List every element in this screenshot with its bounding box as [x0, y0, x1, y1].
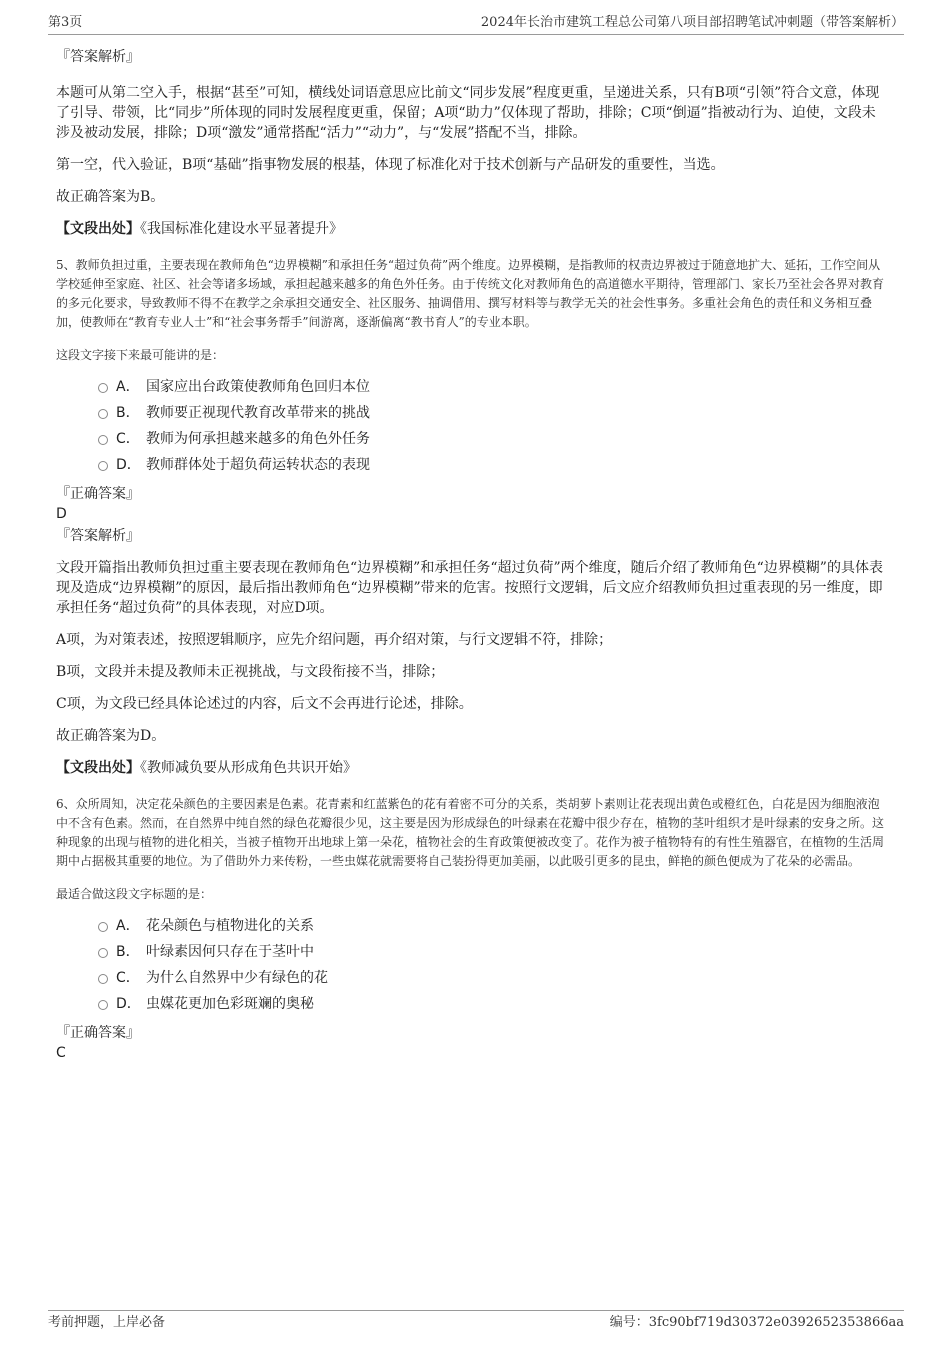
q5-option-a[interactable]	[56, 374, 886, 400]
q6-correct-answer: C	[56, 1045, 66, 1061]
document-id: 编号：3fc90bf719d30372e0392652353866aa	[609, 1315, 904, 1330]
option-letter: C．	[116, 970, 140, 986]
option-text: 为什么自然界中少有绿色的花	[146, 970, 328, 986]
q5-question: 这段文字接下来最可能讲的是：	[56, 348, 225, 362]
q6-question: 最适合做这段文字标题的是：	[56, 887, 213, 901]
q5-option-c[interactable]	[56, 426, 886, 452]
q4-source	[56, 219, 886, 239]
option-letter: B．	[116, 944, 140, 960]
option-letter: D．	[116, 996, 141, 1012]
q4-analysis-heading: 『答案解析』	[56, 49, 140, 65]
option-letter: C．	[116, 431, 140, 447]
option-text: 教师为何承担越来越多的角色外任务	[146, 431, 370, 447]
q5-option-d[interactable]	[56, 452, 886, 478]
radio-button[interactable]	[98, 383, 108, 393]
q5-options	[56, 374, 886, 478]
option-text: 教师要正视现代教育改革带来的挑战	[146, 405, 370, 421]
radio-button[interactable]	[98, 461, 108, 471]
q5-correct-heading: 『正确答案』	[56, 486, 140, 502]
page-content	[56, 44, 886, 1062]
q5-correct-answer: D	[56, 506, 67, 522]
option-letter: A．	[116, 918, 140, 934]
source-title: 《教师减负要从形成角色共识开始》	[140, 760, 357, 776]
source-label: 【文段出处】	[56, 760, 140, 776]
q5-analysis-paragraph: A项，为对策表述，按照逻辑顺序，应先介绍问题，再介绍对策，与行文逻辑不符，排除；	[56, 632, 613, 648]
q5-option-b[interactable]	[56, 400, 886, 426]
q6-stem: 6、众所周知，决定花朵颜色的主要因素是色素。花青素和红蓝紫色的花有着密不可分的关系，类胡萝卜素则让花表现出黄色或橙红色，白花是因为细胞液泡中不含有色素。然而，在自然界中纯自然的绿色花瓣很少见，这主要是因为形成绿色的叶绿素在花瓣中很少存在，植物的茎叶组织才是叶绿素的安身之所。这种现象的出现与植物的进化相关，当被子植物开出地球上第一朵花，植物社会的生育政策便被改变了。花作为被子植物特有的有性生殖器官，在植物的生活周期中占据极其重要的地位。为了借助外力来传粉，一些虫媒花就需要将自己装扮得更加美丽，以此吸引更多的昆虫，鲜艳的颜色便成为了花朵的必需品。	[56, 797, 885, 868]
q5-stem: 5、教师负担过重，主要表现在教师角色“边界模糊”和承担任务“超过负荷”两个维度。边界模糊，是指教师的权责边界被过于随意地扩大、延拓，工作空间从学校延伸至家庭、社区、社会等诸多场域，承担起越来越多的角色外任务。由于传统文化对教师角色的高道德水平期待，管理部门、家长乃至社会各界对教育的多元化要求，导致教师不得不在教学之余承担交通安全、社区服务、抽调借用、撰写材料等与教学无关的社会性事务。多重社会角色的责任和义务相互叠加，使教师在“教育专业人士”和“社会事务帮手”间游离，逐渐偏离“教书育人”的专业本职。	[56, 258, 885, 329]
source-label: 【文段出处】	[56, 221, 140, 237]
radio-button[interactable]	[98, 948, 108, 958]
page-number: 第3页	[48, 15, 83, 30]
option-letter: D．	[116, 457, 141, 473]
q5-analysis-paragraph: C项，为文段已经具体论述过的内容，后文不会再进行论述，排除。	[56, 696, 473, 712]
source-title: 《我国标准化建设水平显著提升》	[140, 221, 343, 237]
q5-analysis-paragraph: 文段开篇指出教师负担过重主要表现在教师角色“边界模糊”和承担任务“超过负荷”两个维度，随后介绍了教师角色“边界模糊”的具体表现及造成“边界模糊”的原因，最后指出教师角色“边界模糊”带来的危害。按照行文逻辑，后文应介绍教师负担过重表现的另一维度，即承担任务“超过负荷”的具体表现，对应D项。	[56, 560, 883, 616]
document-title: 2024年长治市建筑工程总公司第八项目部招聘笔试冲刺题（带答案解析）	[480, 15, 904, 30]
q6-option-a[interactable]	[56, 913, 886, 939]
q5-analysis-paragraph: B项，文段并未提及教师未正视挑战，与文段衔接不当，排除；	[56, 664, 445, 680]
radio-button[interactable]	[98, 922, 108, 932]
radio-button[interactable]	[98, 1000, 108, 1010]
option-text: 国家应出台政策使教师角色回归本位	[146, 379, 370, 395]
footer-slogan: 考前押题，上岸必备	[48, 1315, 166, 1330]
radio-button[interactable]	[98, 409, 108, 419]
option-text: 花朵颜色与植物进化的关系	[146, 918, 314, 934]
q6-option-c[interactable]	[56, 965, 886, 991]
page-footer	[48, 1310, 904, 1330]
q6-correct-heading: 『正确答案』	[56, 1025, 140, 1041]
page-header	[48, 14, 904, 35]
q6-option-d[interactable]	[56, 991, 886, 1017]
q4-analysis-paragraph: 第一空，代入验证，B项“基础”指事物发展的根基，体现了标准化对于技术创新与产品研发的重要性，当选。	[56, 157, 725, 173]
radio-button[interactable]	[98, 974, 108, 984]
option-text: 教师群体处于超负荷运转状态的表现	[146, 457, 370, 473]
option-letter: A．	[116, 379, 140, 395]
radio-button[interactable]	[98, 435, 108, 445]
q5-analysis-heading: 『答案解析』	[56, 528, 140, 544]
option-letter: B．	[116, 405, 140, 421]
option-text: 虫媒花更加色彩斑斓的奥秘	[146, 996, 314, 1012]
option-text: 叶绿素因何只存在于茎叶中	[146, 944, 314, 960]
q5-source	[56, 758, 886, 778]
q5-conclusion: 故正确答案为D。	[56, 728, 166, 744]
q6-option-b[interactable]	[56, 939, 886, 965]
q4-analysis-paragraph: 本题可从第二空入手，根据“甚至”可知，横线处词语意思应比前文“同步发展”程度更重，呈递进关系，只有B项“引领”符合文意，体现了引导、带领，比“同步”所体现的同时发展程度更重，保留；A项“助力”仅体现了帮助，排除；C项“倒逼”指被动行为、迫使，文段未涉及被动发展，排除；D项“激发”通常搭配“活力”“动力”，与“发展”搭配不当，排除。	[56, 85, 880, 141]
q4-conclusion: 故正确答案为B。	[56, 189, 165, 205]
q6-options	[56, 913, 886, 1017]
